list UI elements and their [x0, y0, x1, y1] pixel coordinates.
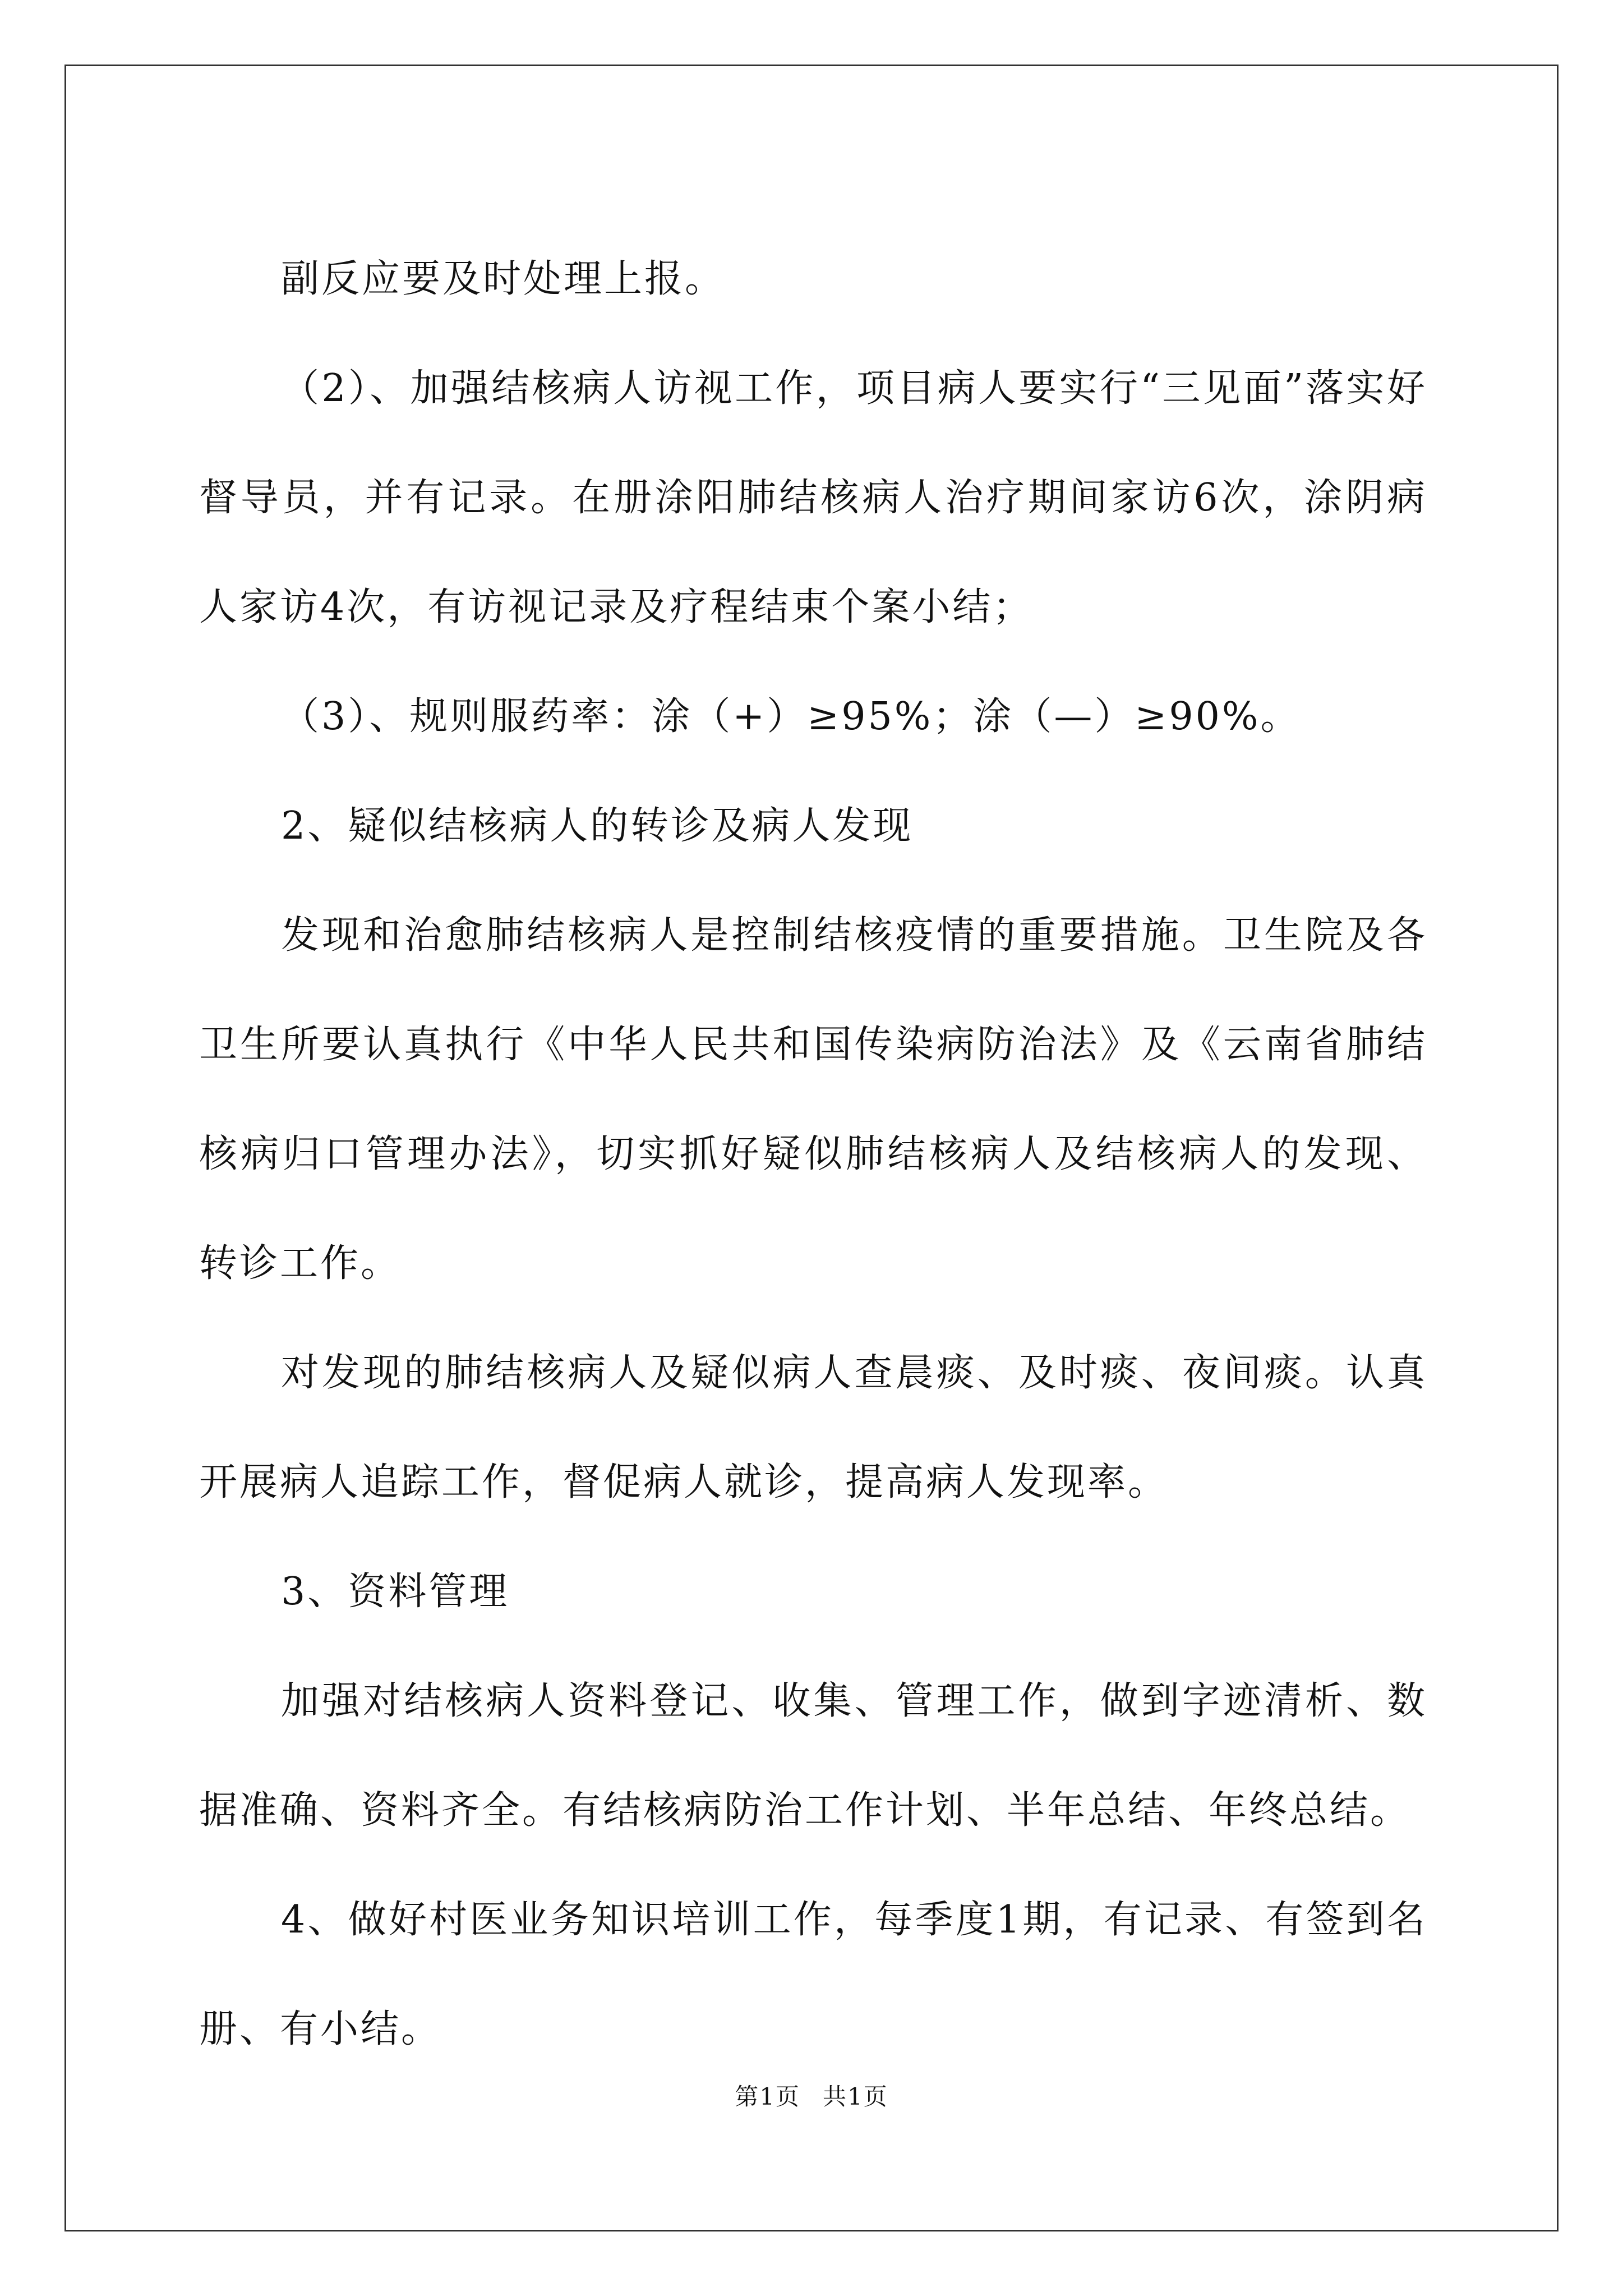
paragraph-records-details: 加强对结核病人资料登记、收集、管理工作，做到字迹清析、数据准确、资料齐全。有结核病防治工作计划、半年总结、年终总结。 [199, 1679, 1427, 1833]
document-body [199, 224, 1427, 2084]
paragraph-village-doctor-training: 4、做好村医业务知识培训工作，每季度1期，有记录、有签到名册、有小结。 [199, 1898, 1427, 2051]
paragraph-medication-rate: （3）、规则服药率：涂（+）≥95%；涂（—）≥90%。 [281, 694, 1301, 739]
page-footer [0, 2080, 1623, 2114]
paragraph-sputum-tracking: 对发现的肺结核病人及疑似病人查晨痰、及时痰、夜间痰。认真开展病人追踪工作，督促病人就诊，提高病人发现率。 [199, 1351, 1427, 1504]
page-number: 第1页 [735, 2083, 800, 2110]
page-total: 共1页 [823, 2083, 888, 2110]
heading-records-management: 3、资料管理 [281, 1570, 510, 1614]
paragraph-detection-measures: 发现和治愈肺结核病人是控制结核疫情的重要措施。卫生院及各卫生所要认真执行《中华人民共和国传染病防治法》及《云南省肺结核病归口管理办法》，切实抓好疑似肺结核病人及结核病人的发现、转诊工作。 [199, 913, 1427, 1286]
heading-referral: 2、疑似结核病人的转诊及病人发现 [281, 804, 914, 848]
paragraph-patient-visits: （2）、加强结核病人访视工作，项目病人要实行“三见面”落实好督导员，并有记录。在册涂阳肺结核病人治疗期间家访6次，涂阴病人家访4次，有访视记录及疗程结束个案小结； [199, 366, 1427, 629]
paragraph-adverse-reaction: 副反应要及时处理上报。 [281, 257, 726, 301]
